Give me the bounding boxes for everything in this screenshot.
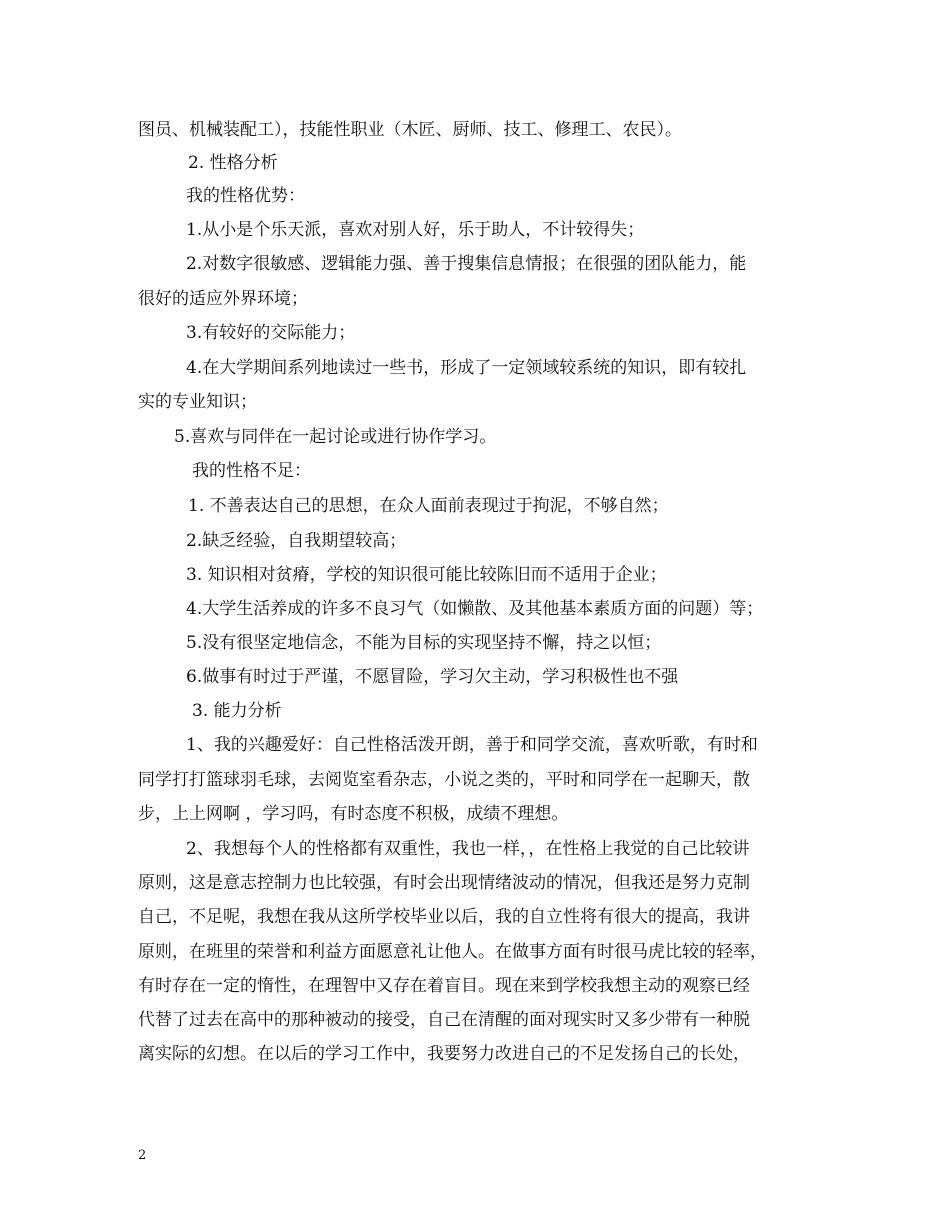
paragraph-line: 同学打打篮球羽毛球，去阅览室看杂志，小说之类的，平时和同学在一起聊天，散 [138,770,750,790]
paragraph-line: 自己，不足呢，我想在我从这所学校毕业以后，我的自立性将有很大的提高，我讲 [138,907,750,927]
section-heading-ability: 3. 能力分析 [192,701,282,721]
paragraph-line: 有时存在一定的惰性，在理智中又存在着盲目。现在来到学校我想主动的观察已经 [138,976,750,996]
page-number: 2 [138,1148,147,1163]
list-item: 2.缺乏经验，自我期望较高； [186,531,407,551]
list-item: 6.做事有时过于严谨，不愿冒险，学习欠主动，学习积极性也不强 [186,667,679,687]
list-item: 1.从小是个乐天派，喜欢对别人好，乐于助人，不计较得失； [186,220,645,240]
subheading-weaknesses: 我的性格不足： [192,461,311,481]
paragraph-line: 步，上上网啊 ，学习吗，有时态度不积极，成绩不理想。 [138,804,569,824]
list-item: 4.大学生活养成的许多不良习气（如懒散、及其他基本素质方面的问题）等； [186,599,764,619]
list-item-continuation: 很好的适应外界环境； [138,289,308,309]
paragraph-line: 原则，在班里的荣誉和利益方面愿意礼让他人。在做事方面有时很马虎比较的轻率， [138,942,767,962]
list-item: 5.没有很坚定地信念，不能为目标的实现坚持不懈，持之以恒； [186,633,662,653]
list-item-continuation: 实的专业知识； [138,392,257,412]
paragraph-line: 离实际的幻想。在以后的学习工作中，我要努力改进自己的不足发扬自己的长处， [138,1044,750,1064]
paragraph-line: 2、我想每个人的性格都有双重性，我也一样，，在性格上我觉的自己比较讲 [186,839,750,859]
paragraph-line: 1、我的兴趣爱好：自己性格活泼开朗，善于和同学交流，喜欢听歌，有时和 [186,735,758,755]
text-line: 图员、机械装配工），技能性职业（木匠、厨师、技工、修理工、农民）。 [138,120,682,140]
list-item: 3.有较好的交际能力； [186,323,356,343]
list-item: 5.喜欢与同伴在一起讨论或进行协作学习。 [174,427,497,447]
list-item: 1. 不善表达自己的思想，在众人面前表现过于拘泥，不够自然； [188,496,669,516]
list-item: 4.在大学期间系列地读过一些书，形成了一定领域较系统的知识，即有较扎 [186,358,747,378]
list-item: 3. 知识相对贫瘠，学校的知识很可能比较陈旧而不适用于企业； [186,565,667,585]
list-item: 2.对数字很敏感、逻辑能力强、善于搜集信息情报；在很强的团队能力，能 [186,254,747,274]
paragraph-line: 原则，这是意志控制力也比较强，有时会出现情绪波动的情况，但我还是努力克制 [138,873,750,893]
paragraph-line: 代替了过去在高中的那种被动的接受，自己在清醒的面对现实时又多少带有一种脱 [138,1010,750,1030]
subheading-strengths: 我的性格优势： [186,186,305,206]
section-heading-personality: 2. 性格分析 [188,153,278,173]
